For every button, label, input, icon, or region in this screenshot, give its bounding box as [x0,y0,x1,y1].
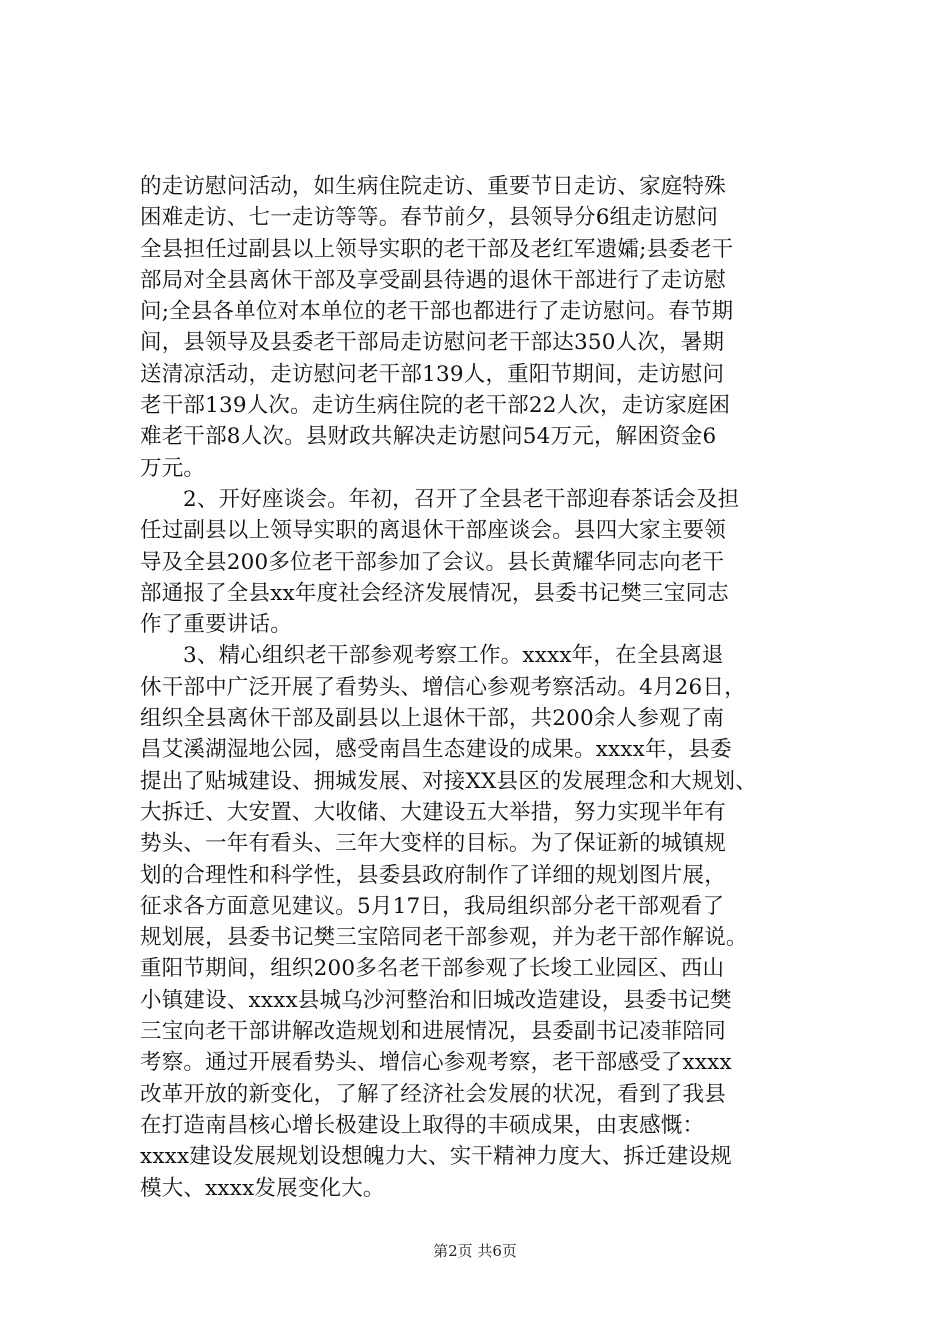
text-line: 昌艾溪湖湿地公园，感受南昌生态建设的成果。xxxx年，县委 [140,737,732,763]
paragraph-visits [140,171,840,484]
text-line: 考察。通过开展看势头、增信心参观考察，老干部感受了xxxx [140,1050,732,1076]
text-line: 3、精心组织老干部参观考察工作。xxxx年，在全县离退 [183,643,724,669]
text-line: 全县担任过副县以上领导实职的老干部及老红军遗孀;县委老干 [140,236,734,262]
text-line: 作了重要讲话。 [140,612,292,638]
paragraph-inspection [140,640,840,1203]
text-line: 势头、一年有看头、三年大变样的目标。为了保证新的城镇规 [140,831,726,857]
text-line: 大拆迁、大安置、大收储、大建设五大举措，努力实现半年有 [140,799,726,825]
text-line: 老干部139人次。走访生病住院的老干部22人次，走访家庭困 [140,393,731,419]
document-body [140,171,840,1204]
text-line: 征求各方面意见建议。5月17日，我局组织部分老干部观看了 [140,893,725,919]
text-line: 小镇建设、xxxx县城乌沙河整治和旧城改造建设，县委书记樊 [140,987,732,1013]
text-line: xxxx建设发展规划设想魄力大、实干精神力度大、拆迁建设规 [140,1144,732,1170]
text-line: 在打造南昌核心增长极建设上取得的丰硕成果，由衷感慨： [140,1112,705,1138]
text-line: 2、开好座谈会。年初，召开了全县老干部迎春茶话会及担 [183,486,740,512]
text-line: 间，县领导及县委老干部局走访慰问老干部达350人次，暑期 [140,330,725,356]
text-line: 提出了贴城建设、拥城发展、对接XX县区的发展理念和大规划、 [140,768,757,794]
page-footer [0,1241,950,1261]
text-line: 难老干部8人次。县财政共解决走访慰问54万元，解困资金6 [140,424,717,450]
text-line: 问;全县各单位对本单位的老干部也都进行了走访慰问。春节期 [140,299,734,325]
text-line: 送清凉活动，走访慰问老干部139人，重阳节期间，走访慰问 [140,361,725,387]
text-line: 重阳节期间，组织200多名老干部参观了长埈工业园区、西山 [140,956,725,982]
text-line: 任过副县以上领导实职的离退休干部座谈会。县四大家主要领 [140,518,726,544]
text-line: 部局对全县离休干部及享受副县待遇的退休干部进行了走访慰 [140,267,726,293]
text-line: 万元。 [140,455,206,481]
text-line: 导及全县200多位老干部参加了会议。县长黄耀华同志向老干 [140,549,725,575]
paragraph-symposium [140,484,840,640]
text-line: 部通报了全县xx年度社会经济发展情况，县委书记樊三宝同志 [140,580,729,606]
text-line: 困难走访、七一走访等等。春节前夕，县领导分6组走访慰问 [140,205,719,231]
text-line: 休干部中广泛开展了看势头、增信心参观考察活动。4月26日， [140,674,746,700]
page-number: 第2页 共6页 [433,1242,517,1260]
text-line: 组织全县离休干部及副县以上退休干部，共200余人参观了南 [140,706,725,732]
text-line: 的走访慰问活动，如生病住院走访、重要节日走访、家庭特殊 [140,174,726,199]
text-line: 三宝向老干部讲解改造规划和进展情况，县委副书记凌菲陪同 [140,1019,726,1045]
text-line: 改革开放的新变化，了解了经济社会发展的状况，看到了我县 [140,1081,726,1107]
text-line: 划的合理性和科学性，县委县政府制作了详细的规划图片展， [140,862,726,888]
text-line: 模大、xxxx发展变化大。 [140,1175,385,1201]
text-line: 规划展，县委书记樊三宝陪同老干部参观，并为老干部作解说。 [140,925,748,951]
